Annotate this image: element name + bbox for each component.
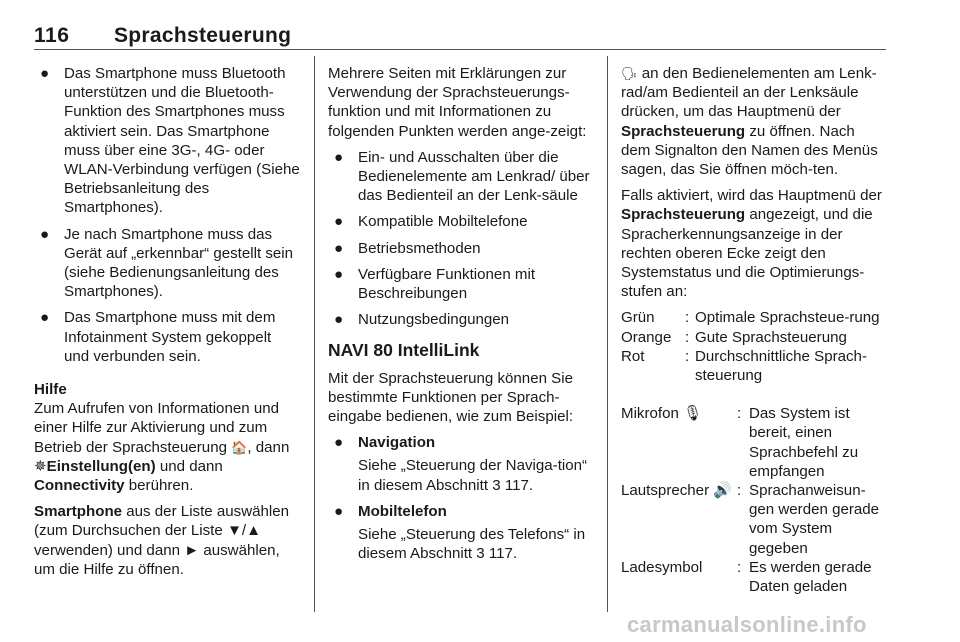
cross-reference: Siehe „Steuerung des Telefons“ in diesem Abschnitt 3 117. (358, 526, 586, 563)
bullet-icon: ● (334, 239, 344, 257)
bullet-icon: ● (334, 213, 344, 231)
cross-reference: Siehe „Steuerung der Naviga-tion“ in diesem Abschnitt 3 117. (358, 457, 588, 494)
list-item: ● Je nach Smartphone muss das Gerät auf „erkennbar“ gestellt sein (siehe Bedienungsanleitung des Smartphones). (40, 225, 294, 301)
definition-row: Mikrofon 🎙 : Das System ist bereit, einen Sprachbefehl zu empfangen (621, 405, 859, 480)
gear-icon: ✵ (34, 457, 47, 475)
definition-row: Orange : Gute Sprachsteuerung (621, 328, 847, 346)
list-item: ● Das Smartphone muss Bluetooth unterstützen und die Bluetooth-Funktion des Smartphones muss aktiviert sein. Das Smartphone muss über eine 3G-, 4G- oder WLAN-Verbindung verfügen (Siehe Betriebsanleitung des Smartphones). (40, 65, 300, 217)
section-heading: NAVI 80 IntelliLink (328, 340, 480, 361)
header-divider (34, 49, 886, 50)
column-divider (607, 56, 608, 612)
list-item: ● Kompatible Mobiltelefone (334, 213, 528, 231)
help-paragraph: Zum Aufrufen von Informationen und einer Hilfe zur Aktivierung und zum Betrieb der Sprachsteuerung 🏠, dann ✵Einstellung(en) und dann Connectivity berühren. (34, 400, 290, 495)
bullet-icon: ● (334, 311, 344, 329)
list-item: ● Navigation (334, 434, 436, 452)
home-icon: 🏠 (231, 439, 248, 455)
column-3 (621, 64, 887, 596)
list-item: ● Das Smartphone muss mit dem Infotainment System gekoppelt und verbunden sein. (40, 309, 276, 365)
section-paragraph: Mit der Sprachsteuerung können Sie bestimmte Funktionen per Sprach-eingabe bedienen, wie zum Beispiel: (328, 369, 574, 426)
definition-row: Lautsprecher 🔊 : Sprachanweisun-gen werden gerade vom System gegeben (621, 482, 880, 557)
bullet-icon: ● (334, 502, 344, 520)
voice-icon: 🗣 (621, 66, 638, 81)
page-header (34, 0, 886, 46)
definition-row: Ladesymbol : Es werden gerade Daten geladen (621, 558, 872, 596)
definition-row: Rot : Durchschnittliche Sprach-steuerung (621, 347, 867, 385)
page-title: Sprachsteuerung (114, 24, 292, 47)
watermark: carmanualsonline.info (627, 612, 867, 637)
paragraph: Falls aktiviert, wird das Hauptmenü der Sprachsteuerung angezeigt, und die Spracherkennungsanzeige in der rechten oberen Ecke zeigt den Systemstatus und die Optimierungs-stufen an: (621, 187, 882, 301)
bullet-icon: ● (334, 434, 344, 452)
intro-paragraph: Mehrere Seiten mit Erklärungen zur Verwendung der Sprachsteuerungs-funktion und mit Informationen zu folgenden Punkten werden ange-zeigt: (328, 65, 587, 140)
help-paragraph: Smartphone aus der Liste auswählen (zum Durchsuchen der Liste ▼/▲ verwenden) und dann ► auswählen, um die Hilfe zu öffnen. (34, 503, 290, 578)
page-reference[interactable]: 3 117. (492, 476, 534, 494)
bullet-icon: ● (334, 265, 344, 283)
column-1 (34, 64, 300, 586)
column-divider (314, 56, 315, 612)
definition-row: Grün : Optimale Sprachsteue-rung (621, 309, 880, 327)
paragraph: 🗣 an den Bedienelementen am Lenk-rad/am Bedienteil an der Lenksäule drücken, um das Hauptmenü der Sprachsteuerung zu öffnen. Nach dem Signalton den Namen des Menüs sagen, das Sie öffnen möch-ten. (621, 65, 878, 179)
list-item: ● Mobiltelefon (334, 502, 447, 520)
list-item: ● Betriebsmethoden (334, 239, 481, 257)
bullet-icon: ● (40, 65, 50, 82)
column-2 (328, 64, 592, 570)
list-item: ● Verfügbare Funktionen mit Beschreibungen (334, 265, 536, 303)
bullet-icon: ● (334, 148, 344, 166)
list-item: ● Ein- und Ausschalten über die Bedienelemente am Lenkrad/ über das Bedienteil an der Lenk-säule (334, 148, 590, 205)
bullet-icon: ● (40, 225, 50, 243)
help-heading: Hilfe (34, 381, 67, 399)
page-number: 116 (34, 24, 70, 47)
list-item: ● Nutzungsbedingungen (334, 311, 510, 329)
bullet-icon: ● (40, 309, 50, 327)
page-reference[interactable]: 3 117. (476, 545, 518, 563)
